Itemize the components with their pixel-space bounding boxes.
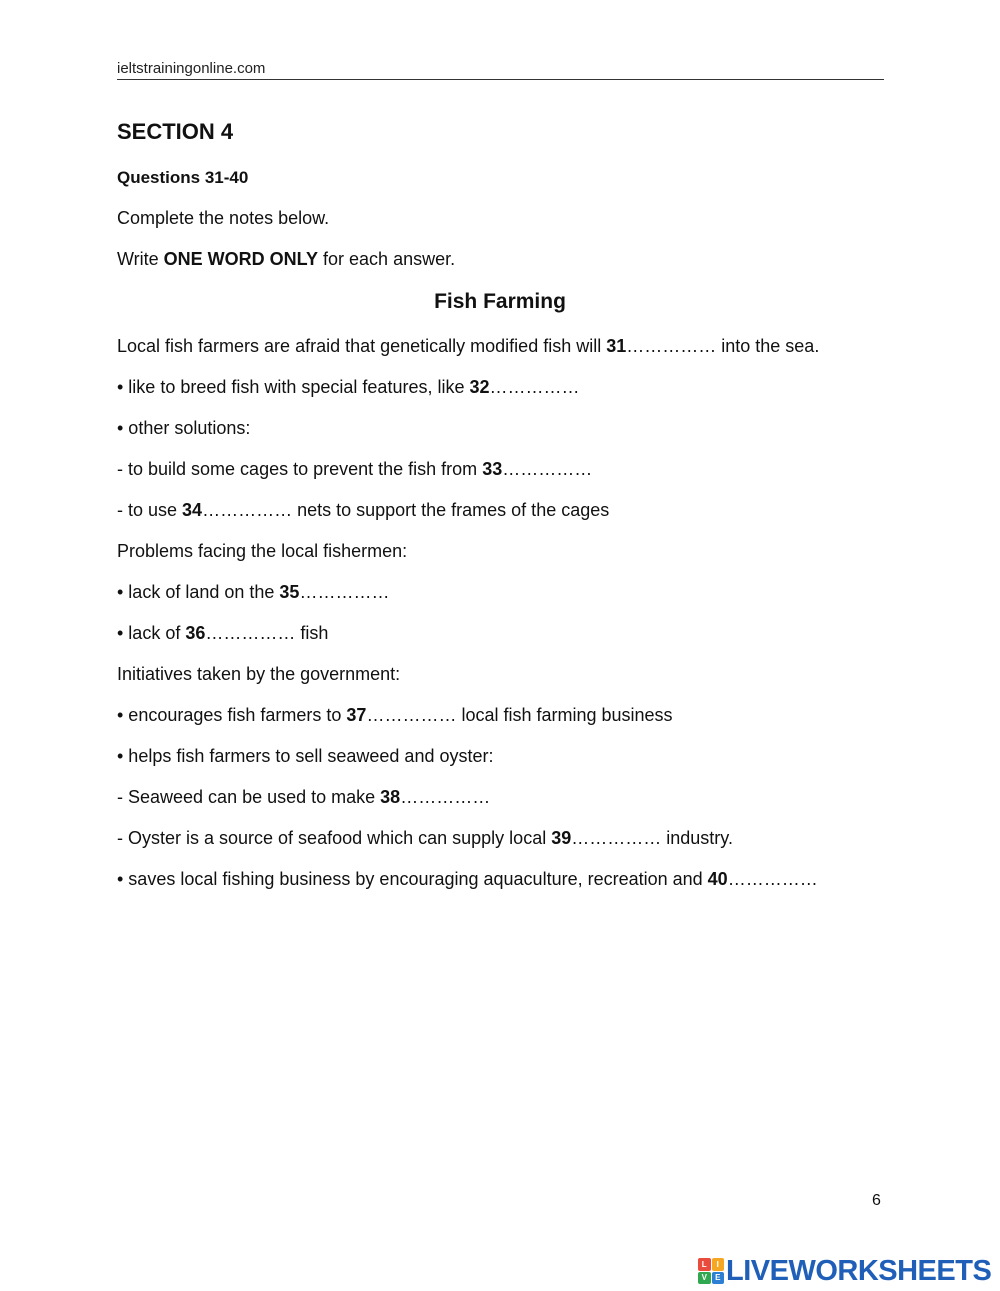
answer-blank[interactable]: …………… xyxy=(400,787,491,807)
word-limit-emphasis: ONE WORD ONLY xyxy=(163,249,319,269)
answer-blank[interactable]: …………… xyxy=(489,377,580,397)
question-number: 38 xyxy=(380,787,401,807)
question-number: 40 xyxy=(707,869,728,889)
question-number: 32 xyxy=(469,377,490,397)
question-number: 36 xyxy=(185,623,206,643)
instruction-word-limit: Write ONE WORD ONLY for each answer. xyxy=(117,249,456,269)
note-question-37: • encourages fish farmers to 37…………… local fish farming business xyxy=(117,705,673,725)
brand-name: LIVEWORKSHEETS xyxy=(726,1254,992,1287)
question-number: 35 xyxy=(279,582,300,602)
page-number: 6 xyxy=(872,1192,881,1209)
note-question-36: • lack of 36…………… fish xyxy=(117,623,329,643)
note-question-32: • like to breed fish with special features, like 32…………… xyxy=(117,377,580,397)
note-question-34: - to use 34…………… nets to support the frames of the cages xyxy=(117,500,610,520)
note-line: Initiatives taken by the government: xyxy=(117,664,401,684)
note-question-38: - Seaweed can be used to make 38…………… xyxy=(117,787,491,807)
answer-blank[interactable]: …………… xyxy=(571,828,662,848)
answer-blank[interactable]: …………… xyxy=(299,582,390,602)
note-question-31: Local fish farmers are afraid that genetically modified fish will 31…………… into the sea. xyxy=(117,336,820,356)
note-question-33: - to build some cages to prevent the fish from 33…………… xyxy=(117,459,593,479)
note-question-39: - Oyster is a source of seafood which can supply local 39…………… industry. xyxy=(117,828,733,848)
instruction-complete: Complete the notes below. xyxy=(117,208,330,228)
answer-blank[interactable]: …………… xyxy=(502,459,593,479)
logo-tile: L xyxy=(698,1258,711,1271)
answer-blank[interactable]: …………… xyxy=(626,336,717,356)
question-number: 34 xyxy=(182,500,203,520)
logo-tile: V xyxy=(698,1272,711,1285)
note-line: • other solutions: xyxy=(117,418,251,438)
note-question-35: • lack of land on the 35…………… xyxy=(117,582,390,602)
note-question-40: • saves local fishing business by encouraging aquaculture, recreation and 40…………… xyxy=(117,869,818,889)
question-number: 31 xyxy=(606,336,627,356)
site-header xyxy=(117,60,884,80)
question-number: 37 xyxy=(346,705,367,725)
note-line: • helps fish farmers to sell seaweed and oyster: xyxy=(117,746,494,766)
site-url: ieltstrainingonline.com xyxy=(117,60,266,77)
answer-blank[interactable]: …………… xyxy=(727,869,818,889)
liveworksheets-logo-icon xyxy=(698,1258,724,1284)
logo-tile: E xyxy=(712,1272,725,1285)
answer-blank[interactable]: …………… xyxy=(202,500,293,520)
answer-blank[interactable]: …………… xyxy=(366,705,457,725)
logo-tile: I xyxy=(712,1258,725,1271)
section-title: SECTION 4 xyxy=(117,119,234,144)
answer-blank[interactable]: …………… xyxy=(205,623,296,643)
notes-title: Fish Farming xyxy=(434,290,566,313)
question-number: 39 xyxy=(551,828,572,848)
note-line: Problems facing the local fishermen: xyxy=(117,541,408,561)
question-number: 33 xyxy=(482,459,503,479)
liveworksheets-brand xyxy=(698,1253,991,1289)
questions-range: Questions 31-40 xyxy=(117,168,249,187)
